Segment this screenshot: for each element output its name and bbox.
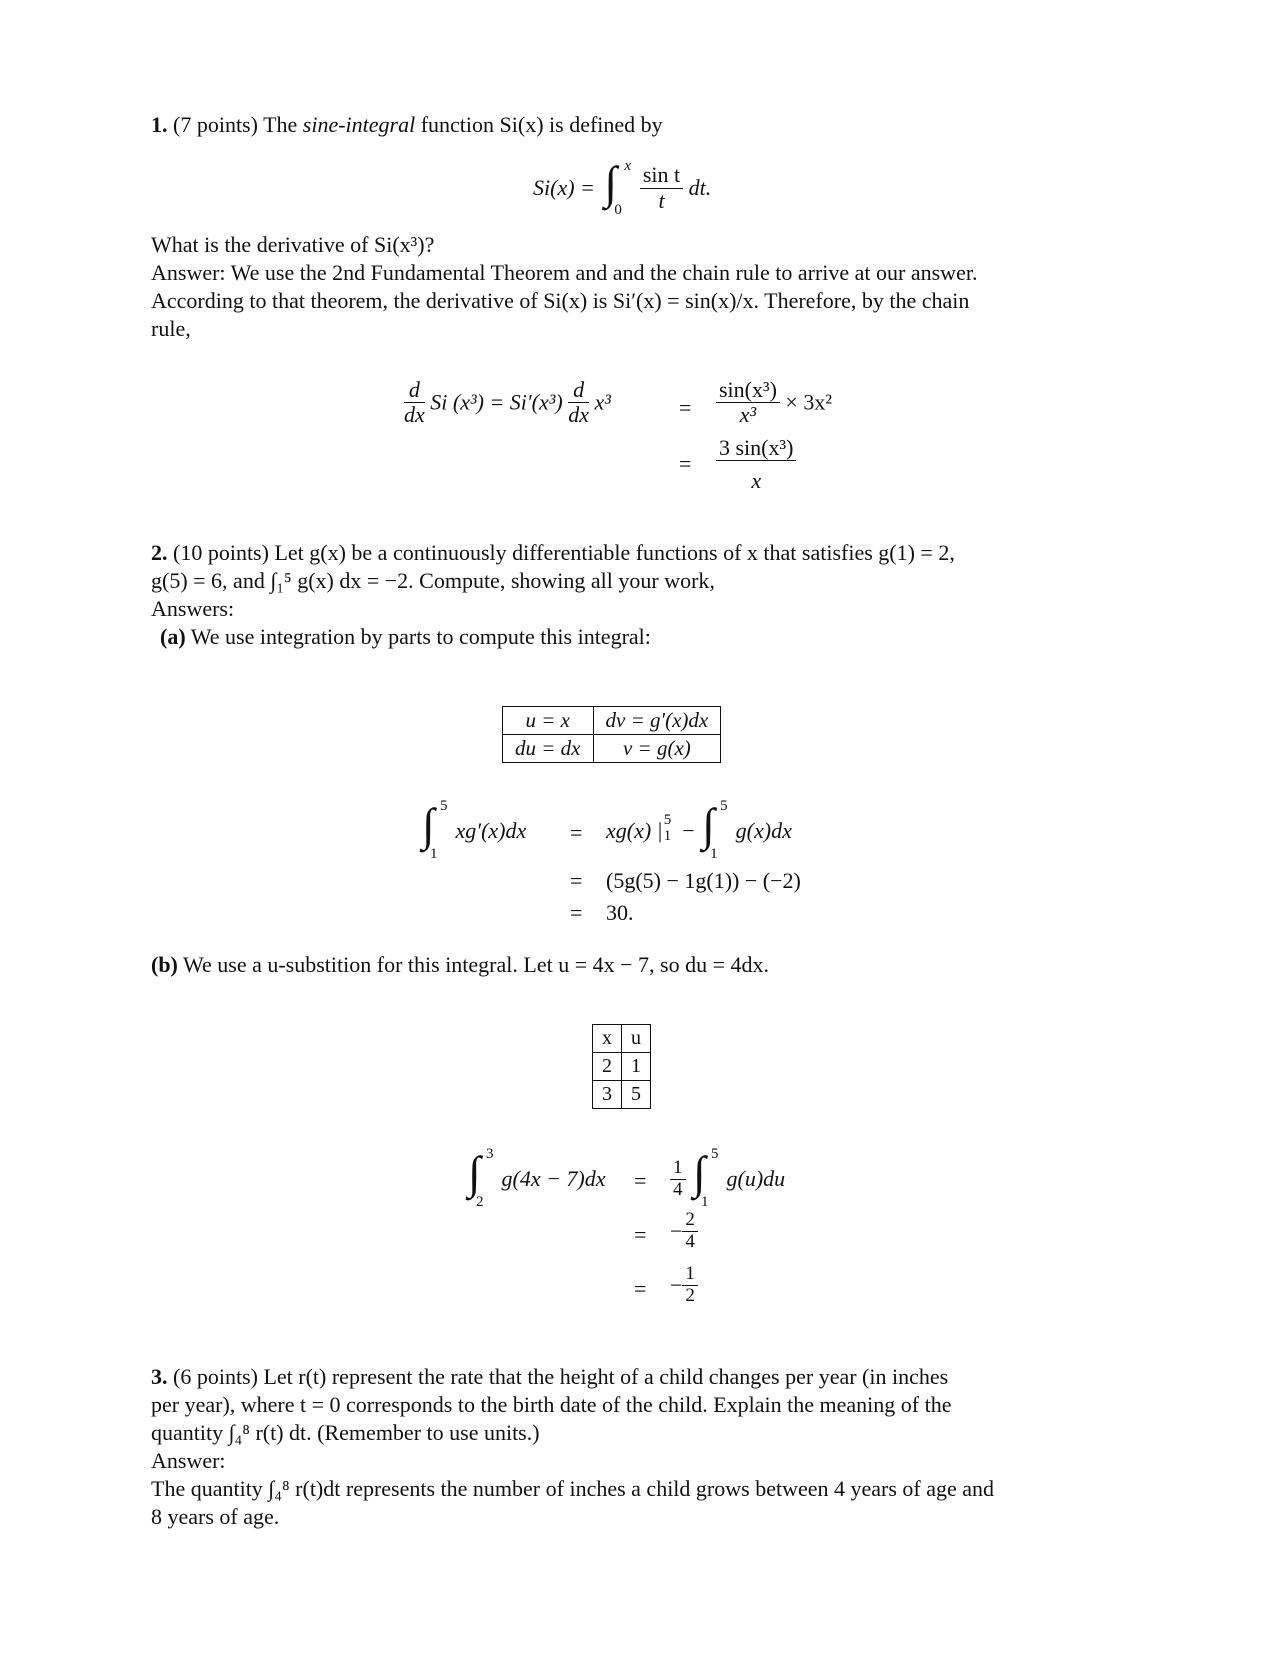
- q2-a-text: We use integration by parts to compute this integral:: [190, 624, 651, 649]
- q3-prompt-line-3: quantity ∫₄⁸ r(t) dt. (Remember to use units.): [151, 1420, 540, 1445]
- parts-cell-du: du = dx: [503, 735, 594, 763]
- usub-integral: [466, 1146, 496, 1210]
- parts-table: [502, 706, 721, 763]
- q3-line-1: Let r(t) represent the rate that the height of a child changes per year (in inches: [263, 1364, 949, 1389]
- q1-answer-line-3: rule,: [151, 316, 191, 341]
- usub-step-1: [670, 1146, 786, 1210]
- parts-cell-dv: dv = g′(x)dx: [593, 707, 721, 735]
- q2-b-text: We use a u-substition for this integral. Let u = 4x − 7, so du = 4dx.: [183, 952, 769, 977]
- def-upper-limit: x: [624, 158, 632, 174]
- q3-number: 3.: [151, 1364, 168, 1389]
- q3-prompt-line-1: [151, 1364, 948, 1390]
- q3-answer-line-2: 8 years of age.: [151, 1504, 280, 1529]
- quarter-num: 1: [670, 1158, 686, 1180]
- frac-den: 4: [685, 1230, 695, 1252]
- def-fraction: [640, 163, 683, 212]
- ibp-minus: −: [682, 818, 695, 843]
- parts-cell-u: u = x: [503, 707, 594, 735]
- ibp-lhs: [420, 798, 527, 862]
- integral-sign: ∫: [468, 1147, 481, 1198]
- d-numerator-2: d: [568, 378, 589, 403]
- eval-lower: 1: [663, 828, 672, 844]
- table-row: [593, 1025, 651, 1053]
- parts-cell-v: v = g(x): [593, 735, 721, 763]
- ibp-step-3: 30.: [606, 900, 634, 925]
- two-quarters-fraction: [682, 1210, 698, 1253]
- ibp-step-2: (5g(5) − 1g(1)) − (−2): [606, 868, 801, 893]
- xu-cell: 3: [593, 1081, 622, 1109]
- r2-numerator: 3 sin(x³): [716, 436, 796, 461]
- table-row: [593, 1081, 651, 1109]
- ibp-boundary: xg(x) |: [606, 818, 663, 843]
- usub-eq-3: =: [634, 1276, 647, 1301]
- q1-points: (7 points): [173, 112, 258, 137]
- ibp-step-1: [606, 798, 792, 862]
- d-denominator: dx: [404, 402, 425, 428]
- integral-sign: ∫: [702, 799, 715, 850]
- ibp-lower: 1: [430, 846, 438, 862]
- ibp2-upper: 5: [720, 798, 728, 814]
- usub-eq-1: =: [634, 1168, 647, 1193]
- q2-line-1: Let g(x) be a continuously differentiable functions of x that satisfies g(1) = 2,: [274, 540, 955, 565]
- q2-prompt-line-2: g(5) = 6, and ∫₁⁵ g(x) dx = −2. Compute, showing all your work,: [151, 568, 715, 593]
- usub-integrand: g(4x − 7)dx: [501, 1166, 606, 1191]
- usub-lhs: [466, 1146, 606, 1210]
- q1-intro-post: function Si(x) is defined by: [420, 112, 663, 137]
- xu-cell: 2: [593, 1053, 622, 1081]
- q2-points: (10 points): [173, 540, 269, 565]
- integral-sign: ∫: [422, 799, 435, 850]
- deriv-x3: x³: [594, 389, 611, 415]
- q2-b-label: (b): [151, 952, 178, 977]
- usub-step-2: [670, 1210, 698, 1253]
- xu-cell: 1: [622, 1053, 651, 1081]
- ibp-integral: [420, 798, 450, 862]
- ibp-eval-limits: [663, 812, 677, 846]
- q3-prompt-line-2: per year), where t = 0 corresponds to the birth date of the child. Explain the meaning of the: [151, 1392, 952, 1417]
- r2-denominator: x: [751, 468, 762, 494]
- q2-answers-label: Answers:: [151, 596, 235, 621]
- usub-g-integrand: g(u)du: [726, 1166, 786, 1191]
- q2-prompt-line-1: [151, 540, 955, 566]
- frac-den: 2: [685, 1284, 695, 1306]
- q3-answer-line-1: The quantity ∫₄⁸ r(t)dt represents the number of inches a child grows between 4 years of age and: [151, 1476, 995, 1501]
- usub2-lower: 1: [701, 1194, 709, 1210]
- integral-sign: ∫: [604, 157, 617, 208]
- ibp-integral-2: [700, 798, 730, 862]
- q1-number: 1.: [151, 112, 168, 137]
- r1-numerator: sin(x³): [716, 378, 780, 403]
- table-row: [593, 1053, 651, 1081]
- q1-result-2: [716, 436, 796, 493]
- half-fraction: [682, 1264, 698, 1307]
- minus-sign: −: [670, 1272, 683, 1298]
- q1-result-1: [716, 378, 832, 427]
- ibp-g-integrand: g(x)dx: [735, 818, 792, 843]
- parts-table-row: [503, 707, 721, 735]
- d-dx-fraction-2: [568, 378, 589, 427]
- xu-header-u: u: [622, 1025, 651, 1053]
- def-integral: [600, 157, 634, 218]
- ibp-upper: 5: [440, 798, 448, 814]
- usub-integral-2: [691, 1146, 721, 1210]
- frac-num: 1: [682, 1264, 698, 1286]
- q2-part-a: [160, 624, 651, 650]
- r2-fraction: [716, 436, 796, 493]
- xu-table: [592, 1024, 651, 1109]
- xu-header-x: x: [593, 1025, 622, 1053]
- xu-cell: 5: [622, 1081, 651, 1109]
- ibp-integrand: xg′(x)dx: [455, 818, 527, 843]
- r1-tail: × 3x²: [785, 389, 832, 415]
- d-dx-fraction: [404, 378, 425, 427]
- quarter-den: 4: [673, 1178, 683, 1200]
- integral-sign: ∫: [693, 1147, 706, 1198]
- d-numerator: d: [404, 378, 425, 403]
- quarter-fraction: [670, 1158, 686, 1201]
- q1-intro-emphasis: sine-integral: [302, 112, 416, 137]
- parts-table-row: [503, 735, 721, 763]
- usub2-upper: 5: [711, 1146, 719, 1162]
- q1-eq-2: =: [679, 451, 692, 476]
- frac-num: 2: [682, 1210, 698, 1232]
- q1-answer-line-1: Answer: We use the 2nd Fundamental Theorem and and the chain rule to arrive at our answer.: [151, 260, 978, 285]
- ibp-eq-1: =: [570, 820, 583, 845]
- q1-derivative-lhs: [404, 378, 611, 427]
- q1-eq-1: =: [679, 395, 692, 420]
- eval-upper: 5: [663, 812, 672, 828]
- def-numerator: sin t: [640, 163, 683, 188]
- r1-fraction: [716, 378, 780, 427]
- def-denominator: t: [658, 187, 665, 213]
- d-denominator-2: dx: [568, 402, 589, 428]
- usub-step-3: [670, 1264, 698, 1307]
- def-dt: dt.: [688, 175, 712, 200]
- usub-upper: 3: [486, 1146, 494, 1162]
- q1-definition: [533, 157, 712, 218]
- q1-prompt: [151, 112, 663, 138]
- q1-question: What is the derivative of Si(x³)?: [151, 232, 435, 257]
- q2-number: 2.: [151, 540, 168, 565]
- r1-denominator: x³: [739, 402, 757, 428]
- ibp-eq-2: =: [570, 868, 583, 893]
- q3-answer-label: Answer:: [151, 1448, 226, 1473]
- def-lhs: Si(x) =: [533, 175, 595, 200]
- q2-a-label: (a): [160, 624, 186, 649]
- q1-answer-line-2: According to that theorem, the derivative of Si(x) is Si′(x) = sin(x)/x. Therefore, by the chain: [151, 288, 970, 313]
- usub-eq-2: =: [634, 1222, 647, 1247]
- q1-intro-pre: The: [263, 112, 298, 137]
- deriv-middle: Si (x³) = Si′(x³): [430, 389, 563, 415]
- usub-lower: 2: [476, 1194, 484, 1210]
- minus-sign: −: [670, 1218, 683, 1244]
- def-lower-limit: 0: [614, 202, 622, 218]
- q2-part-b: [151, 952, 769, 978]
- q3-points: (6 points): [173, 1364, 258, 1389]
- ibp2-lower: 1: [710, 846, 718, 862]
- ibp-eq-3: =: [570, 900, 583, 925]
